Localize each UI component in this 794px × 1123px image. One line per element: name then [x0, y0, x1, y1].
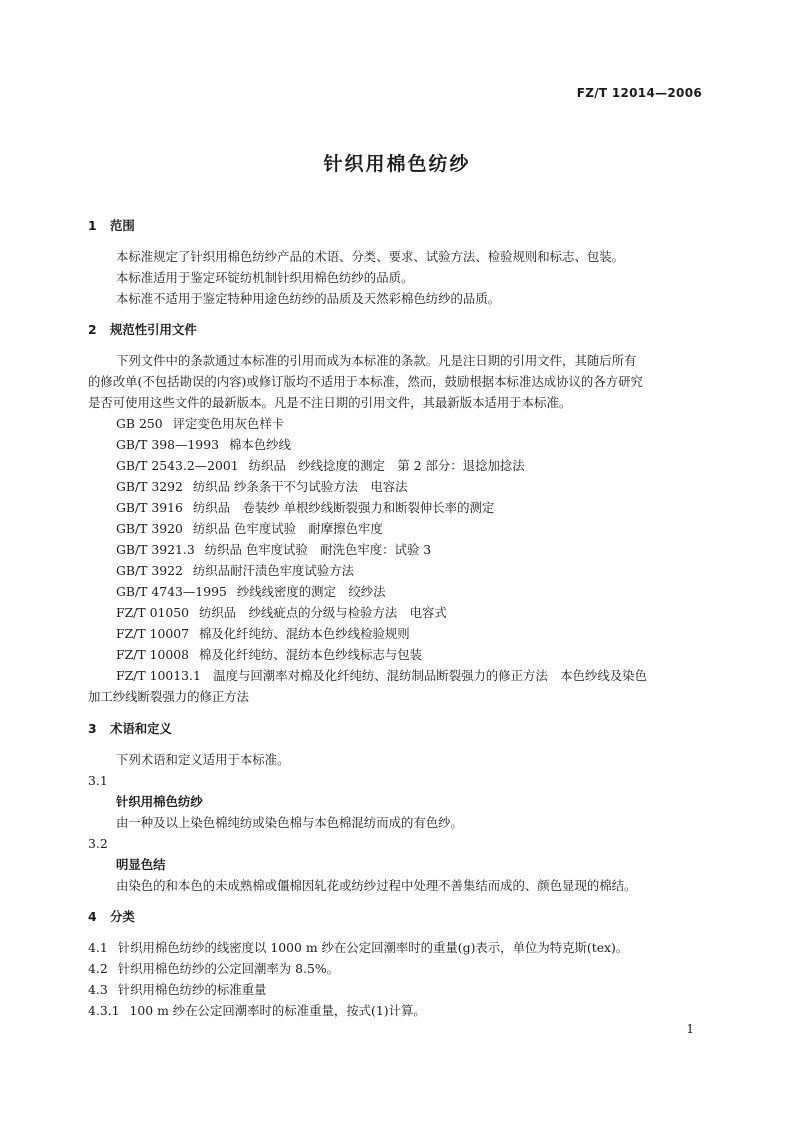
reference-code: GB/T 398—1993 [116, 437, 219, 452]
reference-item [116, 646, 422, 664]
reference-code: FZ/T 10008 [116, 647, 190, 662]
term-definition: 由一种及以上染色棉纯纺或染色棉与本色棉混纺而成的有色纱。 [116, 815, 463, 830]
clause-text: 针织用棉色纺纱的标准重量 [117, 982, 267, 997]
standard-number: FZ/T 12014—2006 [576, 86, 702, 100]
reference-item [116, 541, 431, 559]
reference-code: FZ/T 01050 [116, 605, 190, 620]
section-title: 规范性引用文件 [110, 322, 197, 337]
paragraph: 本标准不适用于鉴定特种用途色纺纱的品质及天然彩棉色纺纱的品质。 [116, 291, 501, 306]
reference-code: GB 250 [116, 416, 163, 431]
term-name: 针织用棉色纺纱 [116, 794, 203, 809]
section-1-heading [88, 217, 135, 235]
reference-title: 纺织品 色牢度试验 耐洗色牢度：试验 3 [204, 542, 432, 557]
reference-item [116, 457, 525, 475]
reference-item [116, 604, 447, 622]
term-number: 3.2 [88, 836, 108, 851]
clause-text: 针织用棉色纺纱的线密度以 1000 m 纱在公定回潮率时的重量(g)表示，单位为特克斯(tex)。 [117, 940, 629, 955]
reference-title: 棉本色纱线 [228, 437, 291, 452]
page-number: 1 [686, 1022, 694, 1036]
clause [88, 1002, 426, 1020]
reference-item [116, 583, 386, 601]
reference-title: 纱线线密度的测定 绞纱法 [236, 584, 386, 599]
reference-item [116, 436, 291, 454]
section-2-heading [88, 321, 197, 339]
term-number: 3.1 [88, 773, 108, 788]
section-title: 术语和定义 [110, 721, 172, 736]
clause-text: 100 m 纱在公定回潮率时的标准重量，按式(1)计算。 [129, 1003, 426, 1018]
reference-code: GB/T 3920 [116, 521, 183, 536]
paragraph: 本标准适用于鉴定环锭纺机制针织用棉色纺纱的品质。 [116, 270, 414, 285]
reference-item [116, 520, 383, 538]
reference-code: GB/T 4743—1995 [116, 584, 227, 599]
reference-code: GB/T 3921.3 [116, 542, 195, 557]
section-number: 4 [88, 909, 97, 924]
reference-item [116, 415, 284, 433]
reference-code: GB/T 2543.2—2001 [116, 458, 239, 473]
clause-number: 4.3 [88, 982, 108, 997]
section-title: 分类 [110, 909, 135, 924]
clause-number: 4.2 [88, 961, 108, 976]
clause-number: 4.3.1 [88, 1003, 120, 1018]
clause [88, 960, 339, 978]
section-3-heading [88, 720, 172, 738]
clause-text: 针织用棉色纺纱的公定回潮率为 8.5%。 [117, 961, 339, 976]
paragraph: 下列术语和定义适用于本标准。 [116, 752, 290, 767]
reference-code: GB/T 3922 [116, 563, 183, 578]
intro-line: 的修改单(不包括勘误的内容)或修订版均不适用于本标准，然而，鼓励根据本标准达成协议的各方研究 [88, 374, 643, 389]
term-definition: 由染色的和本色的未成熟棉或僵棉因轧花或纺纱过程中处理不善集结而成的、颜色显现的棉结。 [116, 878, 637, 893]
document-title: 针织用棉色纺纱 [323, 153, 471, 175]
section-number: 1 [88, 218, 97, 233]
reference-title: 纺织品耐汗渍色牢度试验方法 [192, 563, 354, 578]
paragraph: 本标准规定了针织用棉色纺纱产品的术语、分类、要求、试验方法、检验规则和标志、包装。 [116, 249, 625, 264]
section-number: 2 [88, 322, 97, 337]
reference-title: 棉及化纤纯纺、混纺本色纱线标志与包装 [199, 647, 423, 662]
reference-code: FZ/T 10007 [116, 626, 190, 641]
section-title: 范围 [110, 218, 135, 233]
reference-code: GB/T 3916 [116, 500, 183, 515]
reference-code: GB/T 3292 [116, 479, 183, 494]
reference-title: 纺织品 卷装纱 单根纱线断裂强力和断裂伸长率的测定 [192, 500, 495, 515]
reference-title: 评定变色用灰色样卡 [172, 416, 285, 431]
clause-number: 4.1 [88, 940, 108, 955]
section-number: 3 [88, 721, 97, 736]
reference-item-line2: 加工纱线断裂强力的修正方法 [88, 689, 250, 704]
reference-title: 纺织品 纱条条干不匀试验方法 电容法 [192, 479, 408, 494]
reference-title: 纺织品 纱线捻度的测定 第 2 部分：退捻加捻法 [248, 458, 525, 473]
reference-item-line1: FZ/T 10013.1 温度与回潮率对棉及化纤纯纺、混纺制品断裂强力的修正方法 本色纱线及染色 [116, 668, 647, 683]
reference-item [116, 478, 408, 496]
intro-line: 下列文件中的条款通过本标准的引用而成为本标准的条款。凡是注日期的引用文件，其随后所有 [116, 353, 637, 368]
clause [88, 981, 266, 999]
intro-line: 是否可使用这些文件的最新版本。凡是不注日期的引用文件，其最新版本适用于本标准。 [88, 395, 572, 410]
reference-item [116, 499, 494, 517]
reference-item [116, 625, 410, 643]
reference-title: 棉及化纤纯纺、混纺本色纱线检验规则 [199, 626, 410, 641]
section-4-heading [88, 908, 135, 926]
reference-item [116, 562, 354, 580]
clause [88, 939, 628, 957]
term-name: 明显色结 [116, 857, 166, 872]
reference-title: 纺织品 色牢度试验 耐摩擦色牢度 [192, 521, 383, 536]
reference-title: 纺织品 纱线疵点的分级与检验方法 电容式 [199, 605, 447, 620]
